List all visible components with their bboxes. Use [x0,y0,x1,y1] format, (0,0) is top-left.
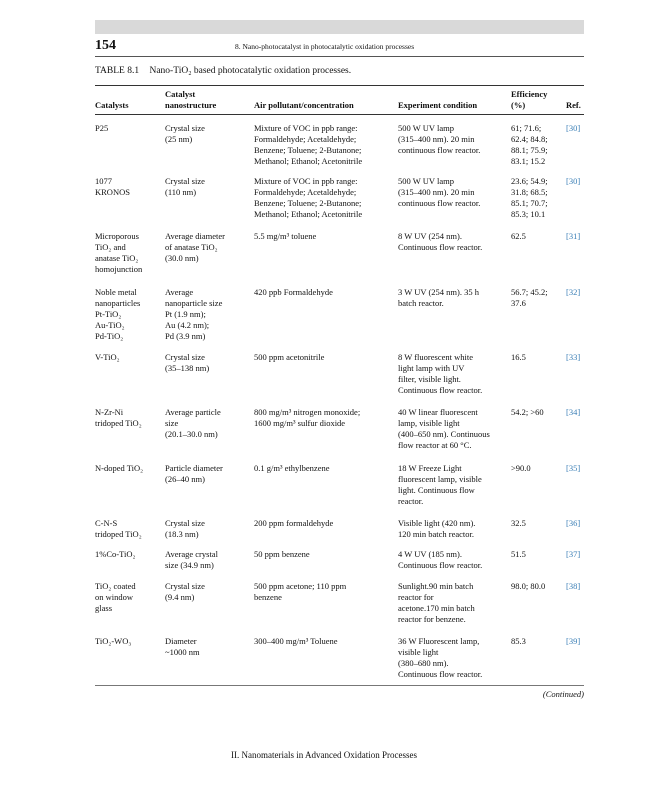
header-pollutant: Air pollutant/concentration [254,100,354,110]
cell-structure: Average crystal size (34.9 nm) [165,549,218,570]
cell-condition: 18 W Freeze Light fluorescent lamp, visible light. Continuous flow reactor. [398,463,482,506]
cell-condition: 4 W UV (185 nm). Continuous flow reactor. [398,549,483,570]
table-header-rule [95,114,584,115]
cell-efficiency: 85.3 [511,636,526,646]
cell-catalyst: Noble metal nanoparticles Pt-TiO₂ Au-TiO₂ Pd-TiO₂ [95,287,141,341]
cell-condition: 36 W Fluorescent lamp, visible light (380–680 nm). Continuous flow reactor. [398,636,483,679]
header-rule [95,56,584,57]
table-caption [95,66,351,76]
cell-pollutant: 5.5 mg/m³ toluene [254,231,317,241]
cell-catalyst: 1077 KRONOS [95,176,130,197]
cell-catalyst: Microporous TiO₂ and anatase TiO₂ homojunction [95,231,143,274]
continued-note: (Continued) [542,689,584,699]
cell-efficiency: 32.5 [511,518,526,528]
page-footer: II. Nanomaterials in Advanced Oxidation Processes [231,750,417,760]
header-ref: Ref. [566,100,581,110]
cell-pollutant: Mixture of VOC in ppb range: Formaldehyde; Acetaldehyde; Benzene; Toluene; 2-Butanone; Methanol; Ethanol; Acetonitrile [254,123,363,166]
cell-pollutant: 420 ppb Formaldehyde [254,287,333,297]
page-number: 154 [95,38,116,53]
cell-condition: 3 W UV (254 nm). 35 h batch reactor. [398,287,479,308]
cell-efficiency: 54.2; >60 [511,407,544,417]
cell-condition: Visible light (420 nm). 120 min batch reactor. [398,518,476,539]
cell-catalyst: C-N-S tridoped TiO₂ [95,518,142,539]
cell-ref-link[interactable]: [34] [566,407,581,417]
cell-efficiency: 98.0; 80.0 [511,581,546,591]
table-title: Nano-TiO₂ based photocatalytic oxidation processes. [149,66,352,76]
cell-pollutant: Mixture of VOC in ppb range: Formaldehyde; Acetaldehyde; Benzene; Toluene; 2-Butanone; Methanol; Ethanol; Acetonitrile [254,176,363,219]
cell-ref-link[interactable]: [37] [566,549,581,559]
cell-pollutant: 800 mg/m³ nitrogen monoxide; 1600 mg/m³ sulfur dioxide [254,407,361,428]
cell-structure: Crystal size (25 nm) [165,123,205,144]
cell-condition: 500 W UV lamp (315–400 nm). 20 min continuous flow reactor. [398,176,481,208]
cell-efficiency: 51.5 [511,549,526,559]
cell-structure: Average nanoparticle size Pt (1.9 nm); Au (4.2 nm); Pd (3.9 nm) [165,287,223,341]
header-efficiency: Efficiency (%) [511,89,548,110]
page-header [95,38,584,56]
cell-catalyst: N-Zr-Ni tridoped TiO₂ [95,407,142,428]
top-bar [95,20,584,34]
cell-structure: Crystal size (35–138 nm) [165,352,210,373]
cell-catalyst: N-doped TiO₂ [95,463,144,473]
cell-pollutant: 300–400 mg/m³ Toluene [254,636,338,646]
cell-condition: 500 W UV lamp (315–400 nm). 20 min continuous flow reactor. [398,123,481,155]
cell-condition: 8 W UV (254 nm). Continuous flow reactor. [398,231,483,252]
cell-structure: Crystal size (18.3 nm) [165,518,205,539]
cell-ref-link[interactable]: [39] [566,636,581,646]
cell-efficiency: 62.5 [511,231,526,241]
cell-efficiency: 61; 71.6; 62.4; 84.8; 88.1; 75.9; 83.1; 15.2 [511,123,548,166]
cell-catalyst: TiO₂ coated on window glass [95,581,136,613]
header-condition: Experiment condition [398,100,478,110]
cell-ref-link[interactable]: [38] [566,581,581,591]
cell-ref-link[interactable]: [35] [566,463,581,473]
cell-pollutant: 200 ppm formaldehyde [254,518,334,528]
cell-condition: Sunlight.90 min batch reactor for acetone.170 min batch reactor for benzene. [398,581,475,624]
table-bottom-rule [95,685,584,686]
cell-condition: 40 W linear fluorescent lamp, visible light (400–650 nm). Continuous flow reactor at 60 °C. [398,407,490,450]
cell-catalyst: TiO₂-WO₃ [95,636,132,646]
cell-pollutant: 500 ppm acetonitrile [254,352,325,362]
cell-catalyst: 1%Co-TiO₂ [95,549,136,559]
cell-condition: 8 W fluorescent white light lamp with UV filter, visible light. Continuous flow reactor. [398,352,483,395]
cell-structure: Crystal size (110 nm) [165,176,205,197]
cell-structure: Particle diameter (26–40 nm) [165,463,223,484]
cell-ref-link[interactable]: [33] [566,352,581,362]
cell-structure: Crystal size (9.4 nm) [165,581,205,602]
cell-ref-link[interactable]: [31] [566,231,581,241]
table-top-rule [95,85,584,86]
cell-ref-link[interactable]: [30] [566,176,581,186]
cell-structure: Average diameter of anatase TiO₂ (30.0 nm) [165,231,226,263]
cell-structure: Average particle size (20.1–30.0 nm) [165,407,221,439]
cell-ref-link[interactable]: [32] [566,287,581,297]
cell-catalyst: V-TiO₂ [95,352,120,362]
cell-efficiency: 56.7; 45.2; 37.6 [511,287,548,308]
running-head: 8. Nano-photocatalyst in photocatalytic oxidation processes [235,42,415,51]
cell-efficiency: 23.6; 54.9; 31.8; 68.5; 85.1; 70.7; 85.3; 10.1 [511,176,548,219]
cell-efficiency: 16.5 [511,352,526,362]
cell-pollutant: 0.1 g/m³ ethylbenzene [254,463,330,473]
cell-pollutant: 500 ppm acetone; 110 ppm benzene [254,581,347,602]
cell-structure: Diameter ~1000 nm [165,636,200,657]
cell-catalyst: P25 [95,123,109,133]
cell-pollutant: 50 ppm benzene [254,549,310,559]
cell-efficiency: >90.0 [511,463,531,473]
table-label: TABLE 8.1 [95,66,140,76]
cell-ref-link[interactable]: [36] [566,518,581,528]
header-catalysts: Catalysts [95,100,129,110]
header-structure: Catalyst nanostructure [165,89,217,110]
cell-ref-link[interactable]: [30] [566,123,581,133]
